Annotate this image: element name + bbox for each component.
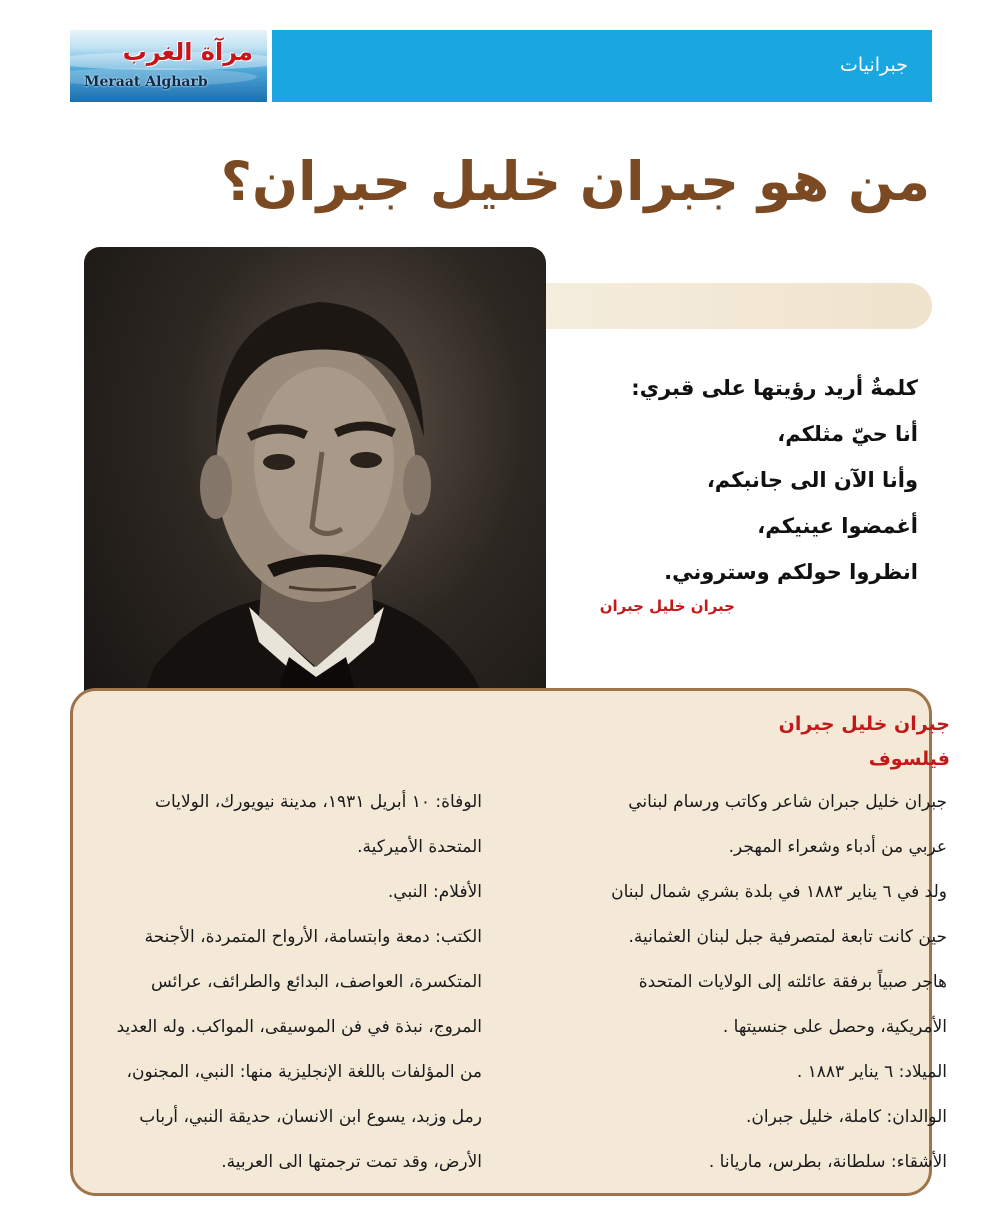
quote-line: أغمضوا عينيكم، — [757, 514, 918, 538]
bio-line: عربي من أدباء وشعراء المهجر. — [728, 837, 947, 857]
infobox-left-column — [89, 780, 482, 1185]
quote-line: انظروا حولكم وستروني. — [664, 560, 918, 584]
portrait-photo — [84, 247, 546, 755]
bio-line: ولد في ٦ يناير ١٨٨٣ في بلدة بشري شمال لبنان — [611, 882, 947, 902]
bio-line: الأرض، وقد تمت ترجمتها الى العربية. — [221, 1152, 482, 1172]
page-title: من هو جبران خليل جبران؟ — [220, 150, 930, 213]
section-label: جبرانيات — [840, 54, 908, 76]
infobox-right-column — [522, 780, 947, 1185]
infobox-role: فيلسوف — [868, 748, 950, 770]
magazine-logo — [70, 30, 267, 102]
quote-author: جبران خليل جبران — [599, 597, 735, 615]
bio-line: جبران خليل جبران شاعر وكاتب ورسام لبناني — [628, 792, 947, 812]
portrait-illustration — [84, 247, 546, 755]
bio-line: الأشقاء: سلطانة، بطرس، ماريانا . — [708, 1152, 947, 1172]
bio-line: المتحدة الأميركية. — [357, 837, 482, 857]
bio-line: هاجر صبياً برفقة عائلته إلى الولايات المتحدة — [638, 972, 947, 992]
bio-line: رمل وزبد، يسوع ابن الانسان، حديقة النبي، أرباب — [139, 1107, 482, 1127]
bio-line: الميلاد: ٦ يناير ١٨٨٣ . — [796, 1062, 947, 1082]
bio-line: الوفاة: ١٠ أبريل ١٩٣١، مدينة نيويورك، الولايات — [155, 792, 482, 812]
section-header-band — [272, 30, 932, 102]
logo-latin-text: Meraat Algharb — [84, 74, 208, 90]
bio-line: حين كانت تابعة لمتصرفية جبل لبنان العثمانية. — [628, 927, 947, 947]
infobox-name: جبران خليل جبران — [778, 713, 950, 735]
bio-line: الوالدان: كاملة، خليل جبران. — [745, 1107, 947, 1127]
bio-line: الأمريكية، وحصل على جنسيتها . — [722, 1017, 947, 1037]
bio-line: الأفلام: النبي. — [387, 882, 482, 902]
quote-line: وأنا الآن الى جانبكم، — [706, 468, 918, 492]
quote-line: كلمةٌ أريد رؤيتها على قبري: — [631, 376, 918, 400]
quote-block — [588, 365, 918, 595]
bio-line: الكتب: دمعة وابتسامة، الأرواح المتمردة، الأجنحة — [144, 927, 482, 947]
bio-line: المتكسرة، العواصف، البدائع والطرائف، عرائس — [150, 972, 482, 992]
bio-line: من المؤلفات باللغة الإنجليزية منها: النبي، المجنون، — [126, 1062, 482, 1082]
logo-arabic-text: مرآة الغرب — [122, 38, 253, 66]
bio-line: المروج، نبذة في فن الموسيقى، المواكب. وله العديد — [116, 1017, 482, 1037]
quote-line: أنا حيّ مثلكم، — [777, 422, 918, 446]
